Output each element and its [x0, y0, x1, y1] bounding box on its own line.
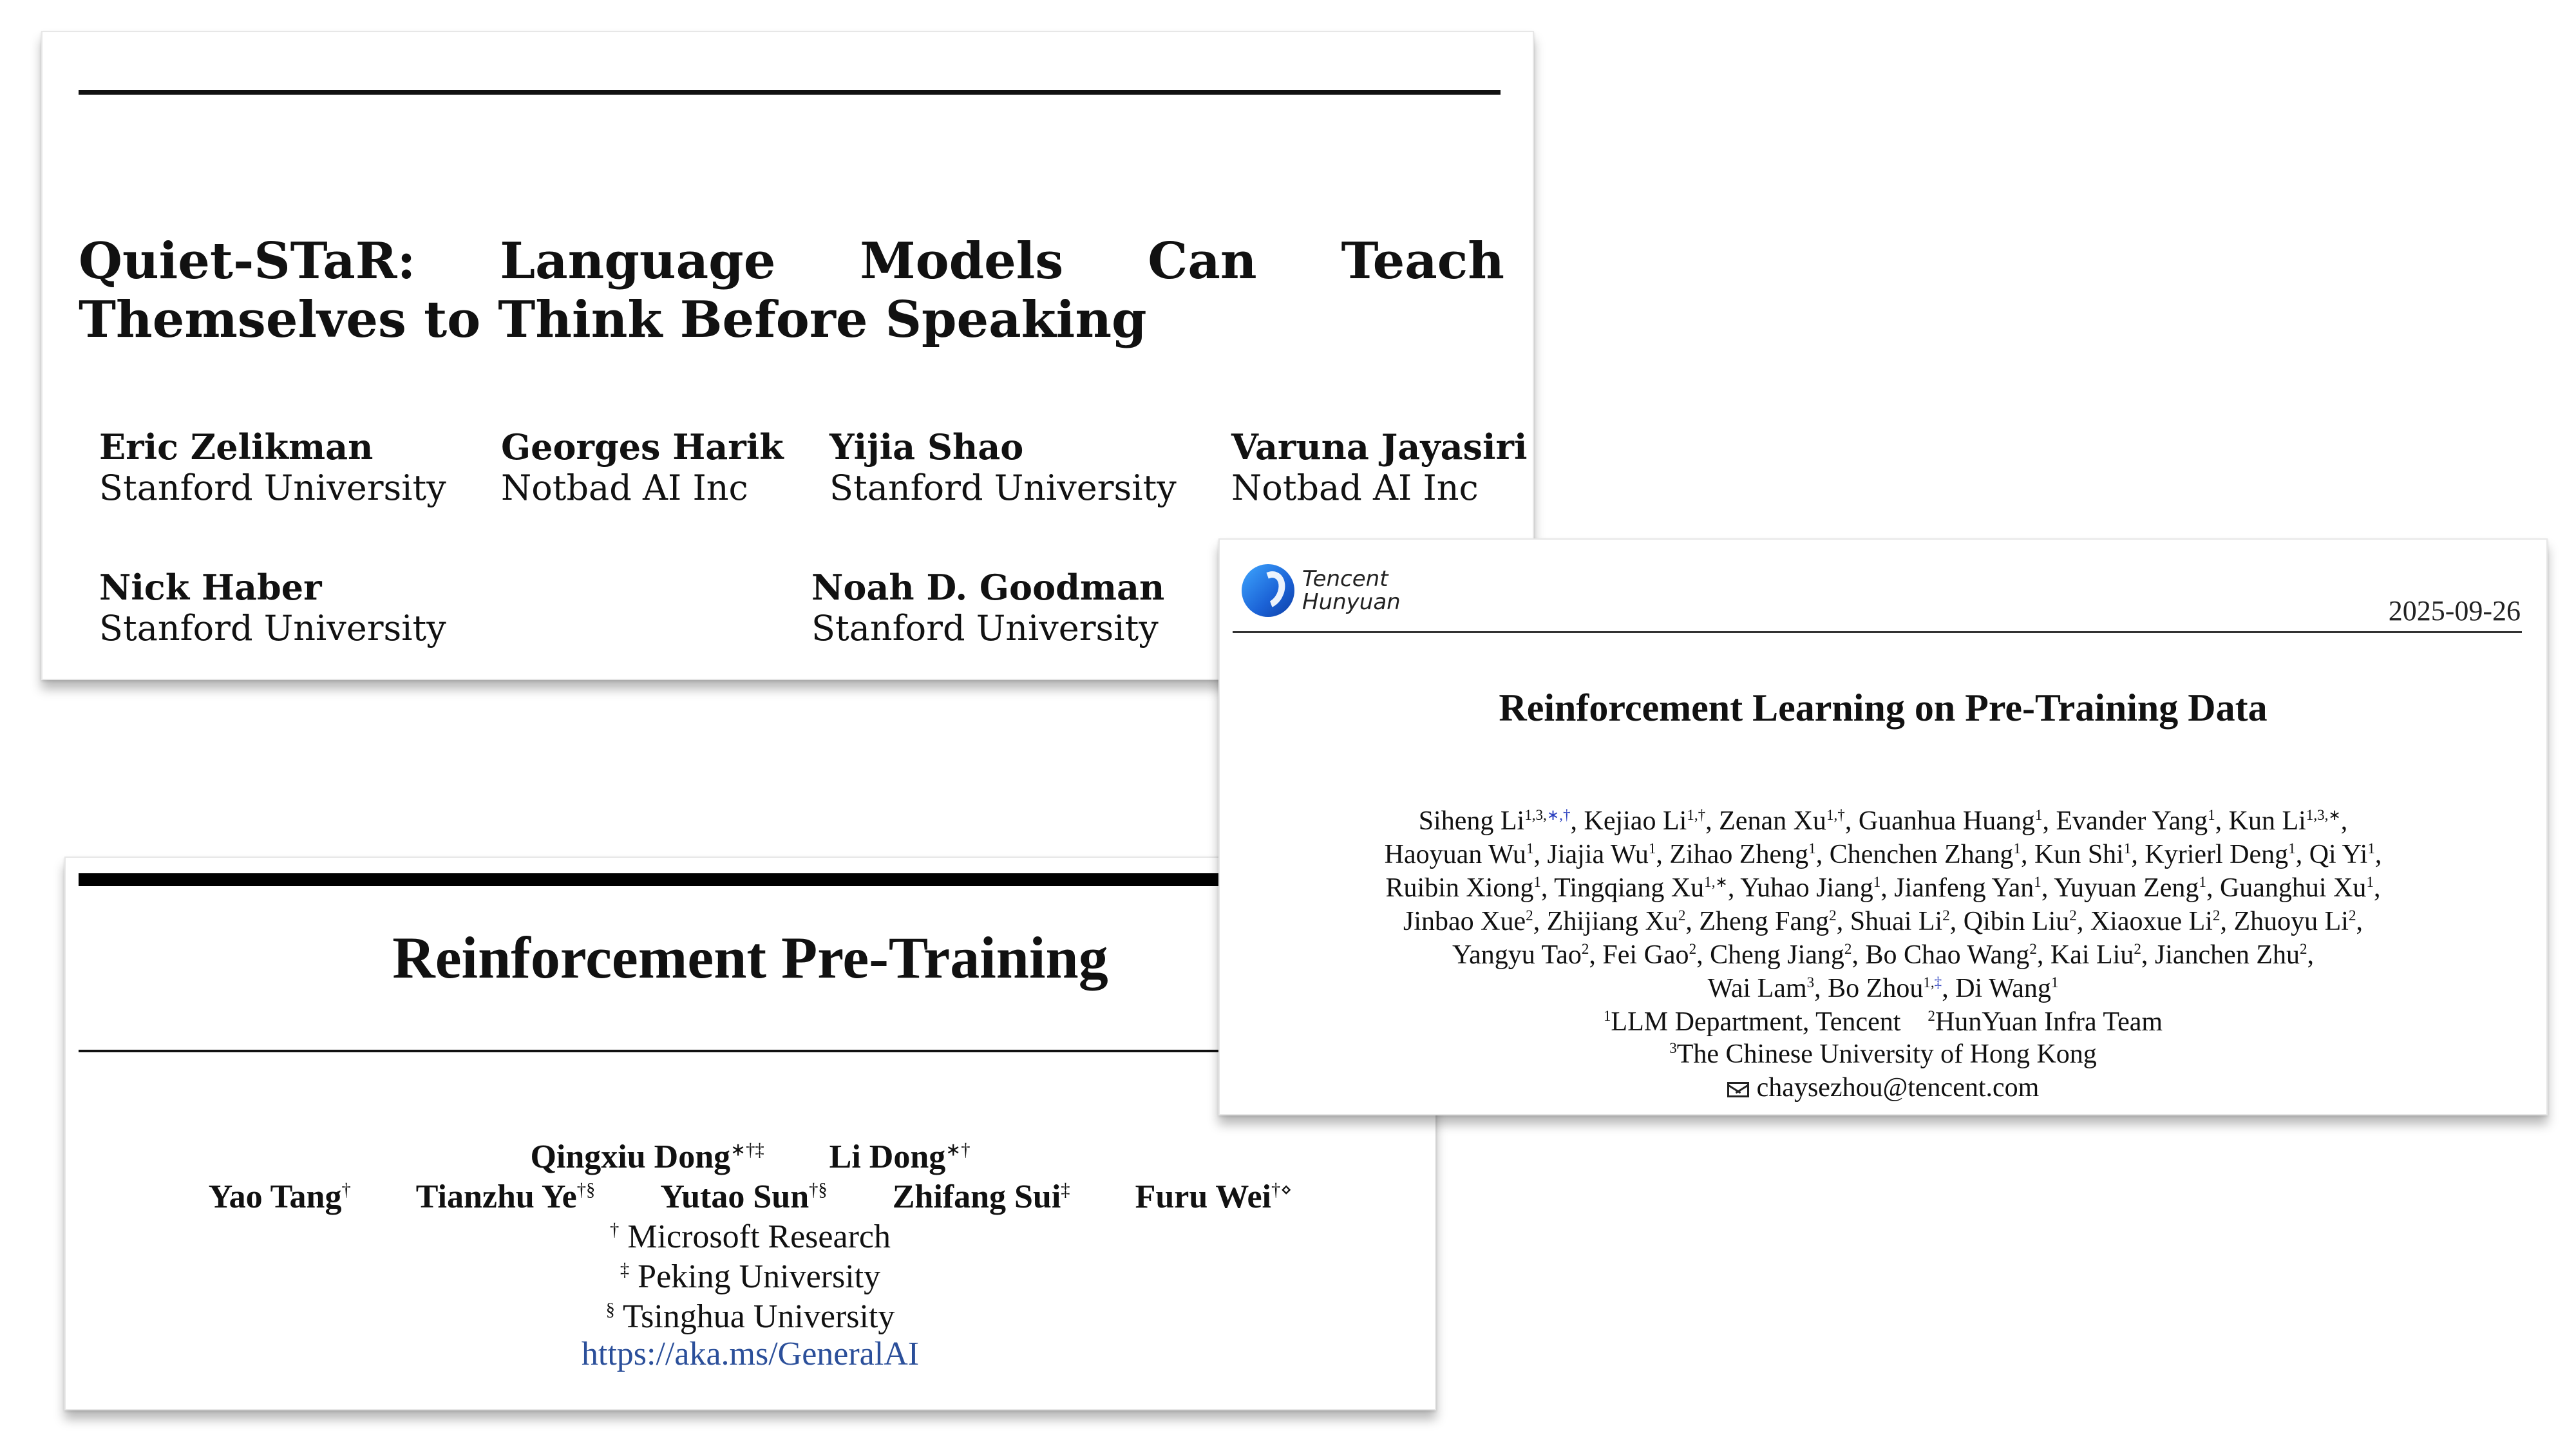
author-affiliation: Notbad AI Inc [501, 468, 748, 508]
author-affiliation: Stanford University [829, 468, 1177, 508]
author-line: Yangyu Tao$^2$, Fei Gao$^2$, Cheng Jiang$^2$, Bo Chao Wang$^2$, Kai Liu$^2$, Jianchen Zhu$^2$, [1452, 940, 2315, 970]
author: Qingxiu Dong∗†‡ [530, 1139, 764, 1175]
paper-card-rl-pretraining-data [1218, 538, 2548, 1115]
author-name: Eric Zelikman [99, 426, 374, 468]
author-block [811, 567, 1164, 649]
author-block [99, 426, 446, 509]
report-date: 2025-09-26 [2388, 595, 2521, 627]
author-line: Siheng $Li^{1,3,∗,\dagger}$, Kejiao $Li^{1,\dagger}$, Zenan $Xu^{1,\dagger}$, Guanhua Huang$^1$, Evander Yang$^1$, Kun $Li^{1,3,∗}$, [1418, 806, 2348, 836]
author: Li Dong∗† [829, 1139, 971, 1175]
author: Tianzhu Ye†§ [415, 1179, 596, 1215]
paper-title: Reinforcement Pre-Training [392, 925, 1108, 990]
author-line: Wai Lam$^3$, Bo Zhou$^{1,\ddagger}$, Di Wang$^1$ [1707, 974, 2059, 1003]
affiliation-line: $^1$LLM Department, Tencent $^2$HunYuan Infra Team [1603, 1007, 2163, 1037]
paper-title: Quiet-STaR: Language Models Can Teach Themselves to Think Before Speaking [79, 232, 1504, 349]
author-row-2 [66, 1177, 1435, 1217]
general-ai-link[interactable]: https://aka.ms/GeneralAI [581, 1336, 920, 1372]
header-rule [1233, 631, 2522, 633]
author-block [829, 426, 1177, 509]
author-line: Haoyuan Wu$^1$, Jiajia Wu$^1$, Zihao Zheng$^1$, Chenchen Zhang$^1$, Kun Shi$^1$, Kyrierl Deng$^1$, Qi Yi$^1$, [1384, 840, 2382, 869]
author-name: Yijia Shao [829, 426, 1024, 468]
author-line: Ruibin Xiong$^1$, Tingqiang $Xu^{1,∗}$, Yuhao Jiang$^1$, Jianfeng Yan$^1$, Yuyuan Zeng$^1$, Guanghui Xu$^1$, [1385, 873, 2381, 903]
email-line [1220, 1072, 2546, 1104]
author-block [1231, 426, 1527, 509]
author-affiliation: Stanford University [99, 608, 446, 649]
paper-title: Reinforcement Learning on Pre-Training Data [1499, 687, 2268, 729]
top-rule [79, 90, 1501, 95]
author: Yao Tang† [208, 1179, 351, 1215]
envelope-icon [1727, 1082, 1749, 1097]
logo-text-line1: Tencent [1302, 566, 1388, 592]
affiliation: § Tsinghua University [605, 1298, 895, 1335]
author: Furu Wei†⋄ [1135, 1179, 1293, 1215]
affiliation: ‡ Peking University [620, 1258, 881, 1295]
author-affiliation: Stanford University [99, 468, 446, 508]
author-name: Varuna Jayasiri [1231, 426, 1528, 468]
author-affiliation: Notbad AI Inc [1231, 468, 1479, 508]
hunyuan-logo-icon [1242, 564, 1294, 617]
author-name: Georges Harik [501, 426, 784, 468]
author-name: Noah D. Goodman [811, 567, 1165, 608]
author-row-1 [66, 1137, 1435, 1177]
affiliation-line: $^3$The Chinese University of Hong Kong [1669, 1039, 2097, 1069]
author: Yutao Sun†§ [660, 1179, 828, 1215]
link-row [66, 1334, 1435, 1374]
author-line: Jinbao Xue$^2$, Zhijiang Xu$^2$, Zheng Fang$^2$, Shuai Li$^2$, Qibin Liu$^2$, Xiaoxue Li$^2$, Zhuoyu Li$^2$, [1403, 907, 2363, 936]
tencent-hunyuan-logo [1242, 564, 1435, 620]
contact-email[interactable]: chaysezhou@tencent.com [1756, 1073, 2040, 1103]
author-affiliation: Stanford University [811, 608, 1159, 649]
author-name: Nick Haber [99, 567, 322, 608]
author-block [99, 567, 446, 649]
logo-text-line2: Hunyuan [1302, 589, 1401, 615]
author: Zhifang Sui‡ [892, 1179, 1070, 1215]
author-block [501, 426, 784, 509]
affiliation: † Microsoft Research [610, 1218, 891, 1255]
